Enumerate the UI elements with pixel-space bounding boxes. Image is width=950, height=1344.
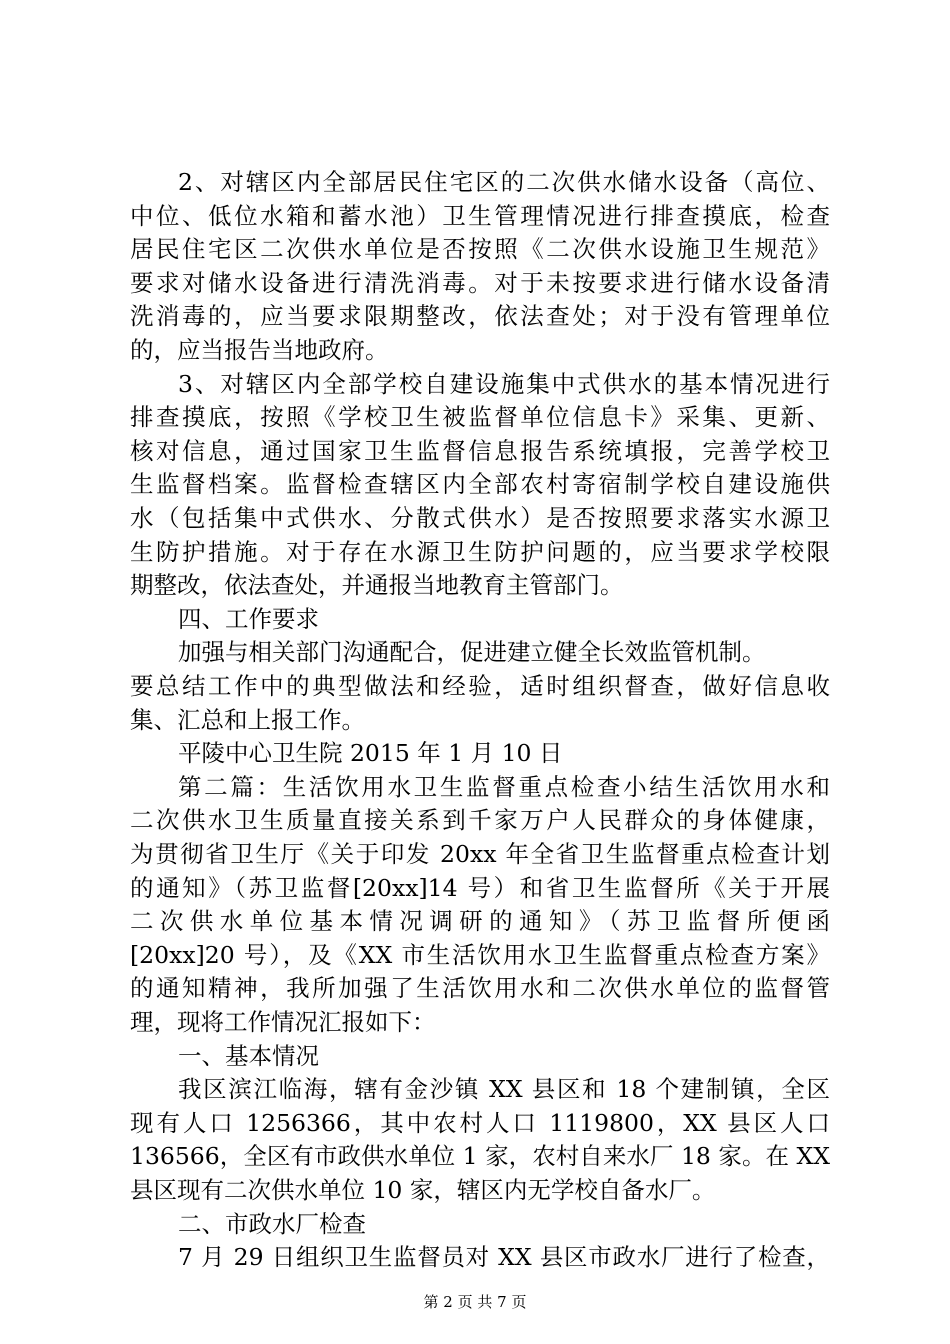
paragraph-line: 为贯彻省卫生厅《关于印发 20xx 年全省卫生监督重点检查计划 (130, 840, 830, 868)
paragraph-line: 生监督档案。监督检查辖区内全部农村寄宿制学校自建设施供 (130, 470, 830, 499)
paragraph-line: 的通知精神，我所加强了生活饮用水和二次供水单位的监督管 (130, 974, 830, 1003)
paragraph-line: 水（包括集中式供水、分散式供水）是否按照要求落实水源卫 (130, 504, 830, 532)
paragraph-line: 中位、低位水箱和蓄水池）卫生管理情况进行排查摸底，检查 (130, 201, 830, 230)
paragraph-line: 第二篇：生活饮用水卫生监督重点检查小结生活饮用水和 (178, 772, 830, 801)
paragraph-line: 县区现有二次供水单位 10 家，辖区内无学校自备水厂。 (130, 1176, 716, 1204)
paragraph-line: 生防护措施。对于存在水源卫生防护问题的，应当要求学校限 (130, 537, 830, 566)
paragraph-line: 二次供水卫生质量直接关系到千家万户人民群众的身体健康， (130, 806, 830, 835)
paragraph-line: 加强与相关部门沟通配合，促进建立健全长效监管机制。 (178, 638, 766, 667)
paragraph-line: 洗消毒的，应当要求限期整改，依法查处；对于没有管理单位 (130, 302, 830, 331)
paragraph-line: [20xx]20 号），及《XX 市生活饮用水卫生监督重点检查方案》 (130, 940, 830, 969)
paragraph-line: 我区滨江临海，辖有金沙镇 XX 县区和 18 个建制镇，全区 (178, 1075, 830, 1104)
paragraph-line: 二次供水单位基本情况调研的通知》（苏卫监督所便函 (130, 907, 830, 936)
signature-date-line: 平陵中心卫生院 2015 年 1 月 10 日 (178, 739, 563, 768)
paragraph-line: 集、汇总和上报工作。 (130, 705, 365, 734)
paragraph-line: 7 月 29 日组织卫生监督员对 XX 县区市政水厂进行了检查， (178, 1243, 830, 1272)
paragraph-line: 要求对储水设备进行清洗消毒。对于未按要求进行储水设备清 (130, 268, 830, 297)
paragraph-line: 排查摸底，按照《学校卫生被监督单位信息卡》采集、更新、 (130, 403, 830, 432)
paragraph-line: 居民住宅区二次供水单位是否按照《二次供水设施卫生规范》 (130, 235, 830, 264)
paragraph-line: 的通知》（苏卫监督[20xx]14 号）和省卫生监督所《关于开展 (130, 873, 830, 902)
paragraph-line: 要总结工作中的典型做法和经验，适时组织督查，做好信息收 (130, 672, 830, 700)
page-number-footer: 第 2 页 共 7 页 (423, 1293, 527, 1311)
paragraph-line: 核对信息，通过国家卫生监督信息报告系统填报，完善学校卫 (130, 436, 830, 465)
paragraph-line: 期整改，依法查处，并通报当地教育主管部门。 (130, 571, 624, 600)
paragraph-line: 2、对辖区内全部居民住宅区的二次供水储水设备（高位、 (178, 168, 830, 196)
paragraph-line: 现有人口 1256366，其中农村人口 1119800，XX 县区人口 (130, 1108, 830, 1137)
paragraph-line: 理，现将工作情况汇报如下： (130, 1008, 436, 1036)
section-heading: 四、工作要求 (178, 604, 319, 633)
section-heading: 一、基本情况 (178, 1041, 319, 1070)
paragraph-line: 3、对辖区内全部学校自建设施集中式供水的基本情况进行 (178, 369, 830, 398)
paragraph-line: 的，应当报告当地政府。 (130, 336, 389, 364)
section-heading: 二、市政水厂检查 (178, 1209, 366, 1238)
paragraph-line: 136566，全区有市政供水单位 1 家，农村自来水厂 18 家。在 XX (130, 1142, 830, 1171)
